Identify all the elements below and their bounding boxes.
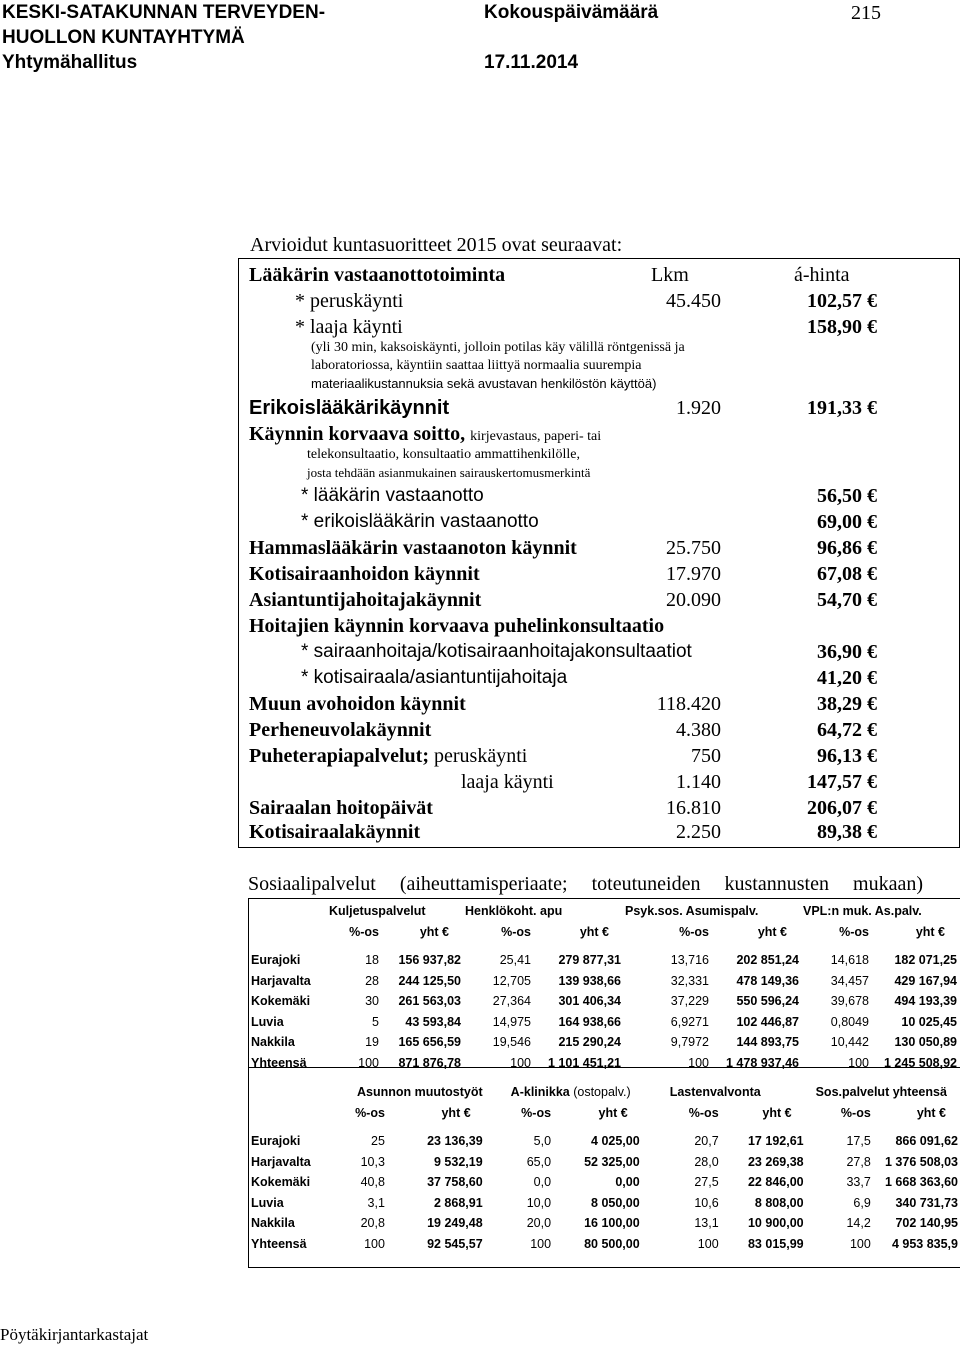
table-row [249,1152,960,1173]
table-row [249,1193,960,1214]
cell: 14,975 [492,1014,531,1029]
cell: 102 446,87 [736,1014,799,1029]
sub-header: %-os [839,924,869,939]
laaja-note-1: (yli 30 min, kaksoiskäynti, jolloin potilas käy välillä röntgenissä ja [311,340,685,355]
table-row [249,971,959,992]
cell: 165 656,59 [398,1035,461,1050]
hammas-label: Hammaslääkärin vastaanoton käynnit [249,537,577,559]
cell: 100 [688,1055,709,1070]
table-row [249,991,959,1012]
cell: 22 846,00 [747,1175,804,1190]
cell: 52 325,00 [584,1154,640,1169]
cell: 9,7972 [670,1035,709,1050]
soitto-erik-price: 69,00 € [817,511,877,533]
ksair-price: 89,38 € [817,821,877,843]
cell: 100 [848,1055,869,1070]
cell: 550 596,24 [736,994,799,1009]
cell: Kokemäki [251,1175,311,1190]
cell: 16 100,00 [584,1216,640,1231]
cell: 866 091,62 [895,1134,958,1149]
meeting-body: Yhtymähallitus [2,52,138,73]
koti-label: Kotisairaanhoidon käynnit [249,563,480,585]
sair-price: 206,07 € [807,797,877,819]
col-price-header: á-hinta [794,264,850,286]
cell: 17 192,61 [747,1134,804,1149]
cell: 80 500,00 [584,1236,640,1251]
muun-lkm: 118.420 [656,693,721,715]
cell: Harjavalta [251,1154,311,1169]
puhelin-label: Hoitajien käynnin korvaava puhelinkonsultaatio [249,615,665,637]
cell: 3,1 [367,1195,385,1210]
cell: 14,618 [830,953,869,968]
cell: 2 868,91 [434,1195,483,1210]
sos-title-word: mukaan) [853,873,923,895]
soitto-note-1: kirjevastaus, paperi- tai [470,429,602,444]
cell: 8 808,00 [754,1195,804,1210]
cell: Nakkila [251,1035,295,1050]
cell: 0,8049 [830,1014,869,1029]
org-name-line1: KESKI-SATAKUNNAN TERVEYDEN- [2,2,326,23]
cell: 202 851,24 [736,953,799,968]
ksair-label: Kotisairaalakäynnit [249,821,421,843]
cell: 40,8 [360,1175,385,1190]
koti-price: 67,08 € [817,563,877,585]
cell: 301 406,34 [558,994,621,1009]
asiant-lkm: 20.090 [666,589,721,611]
group-header: Sos.palvelut yhteensä [815,1085,947,1100]
cell: 14,2 [846,1216,871,1231]
sub-header: yht € [579,924,609,939]
cell: 1 101 451,21 [548,1055,621,1070]
perhe-label: Perheneuvolakäynnit [249,719,432,741]
sub-header: %-os [349,924,379,939]
puhe-laaja-lkm: 1.140 [676,771,721,793]
cell: 1 245 508,92 [884,1055,957,1070]
sub-header: yht € [441,1105,471,1120]
cell: 10,3 [360,1154,385,1169]
soitto-note-2: telekonsultaatio, konsultaatio ammattihenkilölle, [307,447,580,462]
cell: 182 071,25 [894,953,957,968]
cell: 37 758,60 [427,1175,483,1190]
cell: 23 269,38 [747,1154,804,1169]
erikois-price: 191,33 € [807,397,877,419]
cell: 19,546 [492,1035,531,1050]
muun-price: 38,29 € [817,693,877,715]
puhe-laaja-price: 147,57 € [807,771,877,793]
laaja-note-2: laboratoriossa, käyntiin saattaa liittyä normaalia suurempia [311,358,642,373]
cell: 92 545,57 [427,1236,483,1251]
col-lkm-header: Lkm [651,264,689,286]
sos-title [248,873,923,896]
hammas-lkm: 25.750 [666,537,721,559]
group-header-note: (ostopalv.) [573,1085,631,1100]
cell: 37,229 [670,994,709,1009]
table-row [249,1032,959,1053]
perus-lkm: 45.450 [666,290,721,312]
perus-label: * peruskäynti [295,290,404,312]
sos-table-2 [248,1068,960,1268]
cell: 139 938,66 [558,973,621,988]
cell: 13,716 [670,953,709,968]
cell: 5,0 [533,1134,552,1149]
cell: Eurajoki [251,953,301,968]
group-header: VPL:n muk. As.palv. [803,904,922,919]
table-row [249,1234,960,1255]
cell: 25 [371,1134,385,1149]
cell: 30 [365,994,379,1009]
puhe-label: Puheterapiapalvelut; [249,745,429,767]
asiant-label: Asiantuntijahoitajakäynnit [249,589,482,611]
cell: 28 [365,973,379,988]
cell: 20,7 [694,1134,719,1149]
erikois-label: Erikoislääkärikäynnit [249,397,450,419]
cell: 10 900,00 [747,1216,804,1231]
cell: 0,00 [615,1175,640,1190]
cell: 27,8 [846,1154,871,1169]
laakari-title: Lääkärin vastaanottotoiminta [249,264,506,286]
perhe-price: 64,72 € [817,719,877,741]
perhe-lkm: 4.380 [676,719,721,741]
cell: 25,41 [499,953,531,968]
perus-price: 102,57 € [807,290,877,312]
hammas-price: 96,86 € [817,537,877,559]
table-row [249,1012,959,1033]
cell: 100 [358,1055,379,1070]
sos-title-word: (aiheuttamisperiaate; [399,873,568,895]
sos-title-word: toteutuneiden [591,873,701,895]
cell: 261 563,03 [398,994,461,1009]
cell: 39,678 [830,994,869,1009]
cell: 28,0 [694,1154,719,1169]
cell: 20,0 [526,1216,552,1231]
services-box [238,258,960,848]
cell: 27,364 [492,994,531,1009]
cell: Luvia [251,1195,284,1210]
cell: 1 376 508,03 [885,1154,958,1169]
sub-header: %-os [688,1105,719,1120]
cell: 100 [697,1236,719,1251]
cell: 12,705 [492,973,531,988]
sub-header: yht € [762,1105,792,1120]
cell: Yhteensä [251,1055,307,1070]
cell: 279 877,31 [558,953,621,968]
laaja-note-3: materiaalikustannuksia sekä avustavan henkilöstön käyttöä) [311,376,657,391]
cell: Luvia [251,1014,284,1029]
cell: 18 [365,953,379,968]
meeting-date: 17.11.2014 [484,52,579,73]
cell: 4 953 835,9 [891,1236,958,1251]
sub-header: yht € [419,924,449,939]
cell: 9 532,19 [434,1154,483,1169]
cell: Yhteensä [251,1236,307,1251]
puhe-laaja-label: laaja käynti [461,771,554,793]
erikois-lkm: 1.920 [676,397,721,419]
puhe-perus-label: peruskäynti [434,745,528,767]
sos-table-1 [248,898,960,1068]
puhe-perus-lkm: 750 [691,745,721,767]
group-header: Lastenvalvonta [669,1085,761,1100]
soitto-erik-label: * erikoislääkärin vastaanotto [301,511,539,532]
cell: 0,0 [533,1175,552,1190]
cell: 494 193,39 [894,994,957,1009]
cell: 6,9 [853,1195,871,1210]
intro-text: Arvioidut kuntasuoritteet 2015 ovat seuraavat: [250,234,623,256]
cell: 130 050,89 [894,1035,957,1050]
soitto-laak-price: 56,50 € [817,485,877,507]
cell: 164 938,66 [558,1014,621,1029]
puh-sair-price: 36,90 € [817,641,877,663]
cell: 10,442 [830,1035,869,1050]
cell: 13,1 [694,1216,719,1231]
cell: 10,0 [526,1195,552,1210]
table-row [249,950,959,971]
cell: Nakkila [251,1216,295,1231]
puhe-perus-price: 96,13 € [817,745,877,767]
soitto-laak-label: * lääkärin vastaanotto [301,485,484,506]
cell: 100 [364,1236,385,1251]
cell: 478 149,36 [736,973,799,988]
sub-header: yht € [757,924,787,939]
cell: 5 [372,1014,379,1029]
cell: 4 025,00 [591,1134,640,1149]
cell: 215 290,24 [558,1035,621,1050]
table-row [249,1213,960,1234]
cell: 156 937,82 [398,953,461,968]
cell: 20,8 [360,1216,385,1231]
cell: 1 668 363,60 [885,1175,958,1190]
footer-signers: Pöytäkirjantarkastajat [0,1325,149,1344]
sub-header: %-os [840,1105,871,1120]
koti-lkm: 17.970 [666,563,721,585]
group-header: A-klinikka [510,1085,570,1100]
cell: 8 050,00 [591,1195,640,1210]
cell: 65,0 [526,1154,552,1169]
org-name-line2: HUOLLON KUNTAYHTYMÄ [2,27,245,48]
cell: 871 876,78 [398,1055,461,1070]
sub-header: yht € [916,1105,946,1120]
sos-title-word: kustannusten [724,873,829,895]
cell: 19 [365,1035,379,1050]
cell: 19 249,48 [427,1216,483,1231]
sub-header: %-os [521,1105,552,1120]
cell: 34,457 [830,973,869,988]
sub-header: %-os [355,1105,385,1120]
sub-header: %-os [501,924,531,939]
cell: 83 015,99 [747,1236,804,1251]
cell: 244 125,50 [398,973,461,988]
soitto-label: Käynnin korvaava soitto, [249,423,466,445]
puh-koti-price: 41,20 € [817,667,877,689]
group-header: Asunnon muutostyöt [356,1085,483,1100]
group-header: Psyk.sos. Asumispalv. [625,904,759,919]
sos-title-word: Sosiaalipalvelut [248,873,376,895]
cell: 27,5 [694,1175,719,1190]
cell: 10,6 [694,1195,719,1210]
group-header: Henklökoht. apu [465,904,563,919]
laaja-price: 158,90 € [807,316,877,338]
cell: 33,7 [846,1175,871,1190]
doc-type: Kokouspäivämäärä [484,2,659,23]
cell: 6,9271 [670,1014,709,1029]
cell: Harjavalta [251,973,311,988]
soitto-note-3: josta tehdään asianmukainen sairauskertomusmerkintä [307,465,591,480]
cell: Kokemäki [251,994,311,1009]
table-row [249,1172,960,1193]
cell: 17,5 [846,1134,871,1149]
sub-header: yht € [915,924,945,939]
cell: 144 893,75 [736,1035,799,1050]
cell: 43 593,84 [405,1014,461,1029]
group-header: Kuljetuspalvelut [329,904,426,919]
sub-header: yht € [598,1105,628,1120]
cell: 23 136,39 [427,1134,483,1149]
puh-sair-label: * sairaanhoitaja/kotisairaanhoitajakonsultaatiot [301,641,692,662]
cell: 1 478 937,46 [726,1055,799,1070]
sub-header: %-os [679,924,709,939]
cell: 100 [510,1055,531,1070]
asiant-price: 54,70 € [817,589,877,611]
ksair-lkm: 2.250 [676,821,721,843]
sair-label: Sairaalan hoitopäivät [249,797,433,819]
cell: 100 [530,1236,552,1251]
cell: 32,331 [670,973,709,988]
cell: 100 [849,1236,871,1251]
cell: Eurajoki [251,1134,301,1149]
cell: 10 025,45 [901,1014,957,1029]
cell: 340 731,73 [895,1195,958,1210]
muun-label: Muun avohoidon käynnit [249,693,466,715]
cell: 702 140,95 [895,1216,958,1231]
sair-lkm: 16.810 [666,797,721,819]
puh-koti-label: * kotisairaala/asiantuntijahoitaja [301,667,568,688]
page-number: 215 [851,2,881,24]
table-row [249,1131,960,1152]
laaja-label: * laaja käynti [295,316,403,338]
cell: 429 167,94 [894,973,957,988]
